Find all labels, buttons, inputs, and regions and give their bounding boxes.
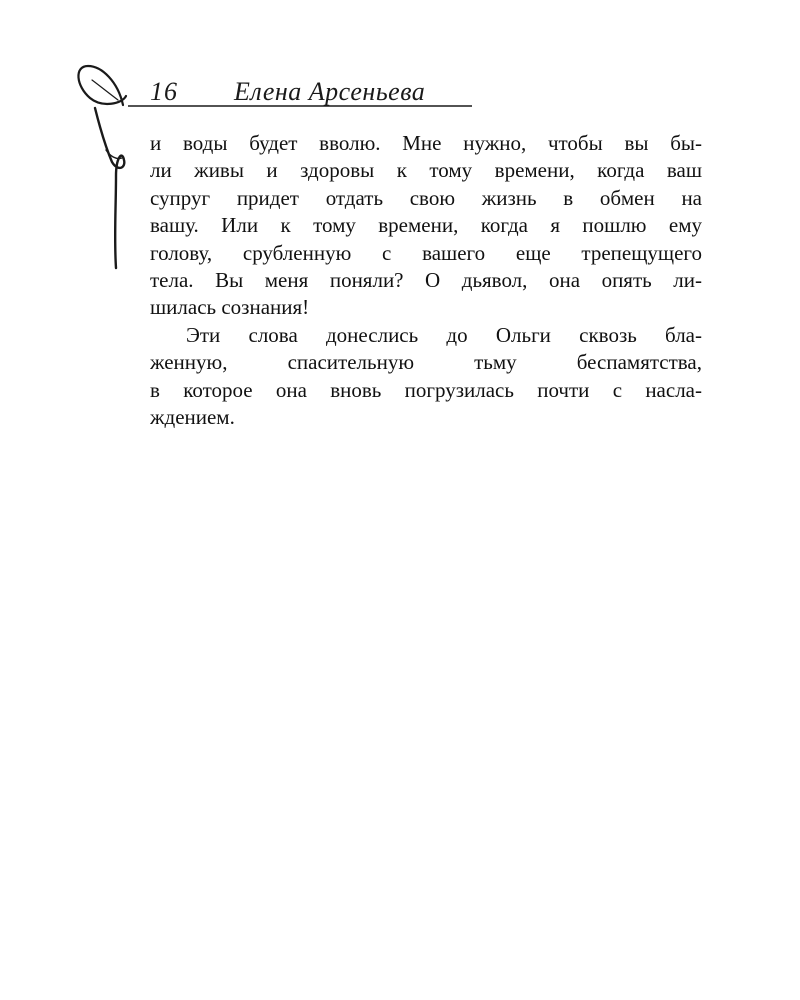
text-line: женную, спасительную тьму беспамятства, <box>150 350 702 375</box>
text-line: Эти слова донеслись до Ольги сквозь бла- <box>186 322 702 347</box>
text-line: супруг придет отдать свою жизнь в обмен на <box>150 185 702 210</box>
text-line: шилась сознания! <box>150 295 310 320</box>
body-text <box>150 130 702 431</box>
text-line: вашу. Или к тому времени, когда я пошлю ему <box>150 213 702 238</box>
author-name: Елена Арсеньева <box>234 77 426 106</box>
text-line: голову, срубленную с вашего еще трепещущего <box>150 240 702 265</box>
text-line: и воды будет вволю. Мне нужно, чтобы вы бы- <box>150 131 702 155</box>
text-line: тела. Вы меня поняли? О дьявол, она опять ли- <box>150 267 702 292</box>
text-line: ждением. <box>150 404 235 429</box>
page-number: 16 <box>150 77 178 106</box>
running-head <box>150 76 470 108</box>
text-line: ли живы и здоровы к тому времени, когда ваш <box>150 158 702 183</box>
text-line: в которое она вновь погрузилась почти с насла- <box>150 377 702 402</box>
paragraph-1 <box>150 130 702 322</box>
paragraph-2 <box>150 322 702 432</box>
